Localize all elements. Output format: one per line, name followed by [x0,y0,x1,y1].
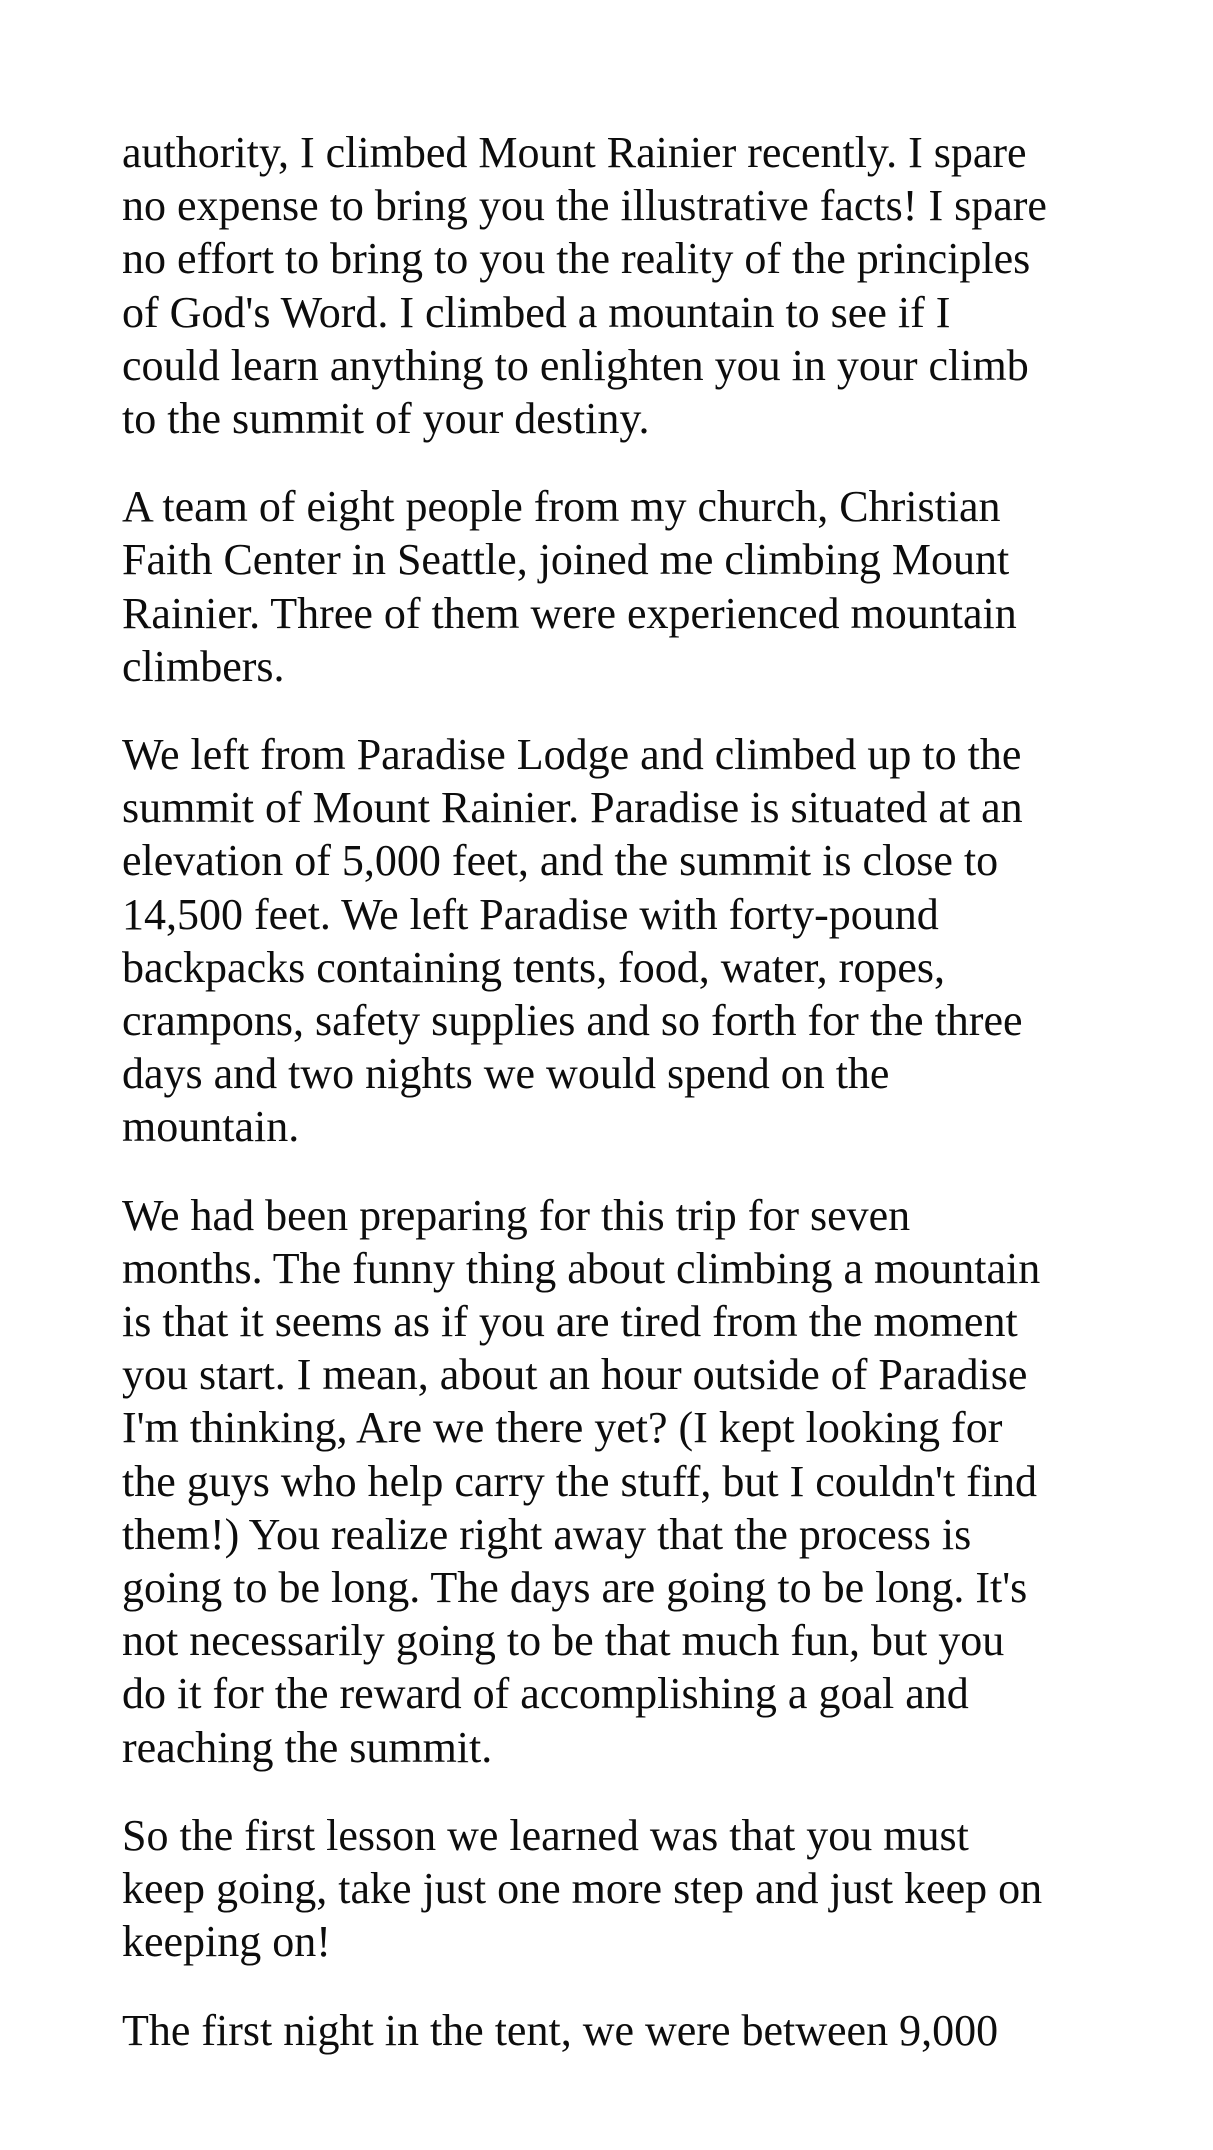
text-line: could learn anything to enlighten you in your climb [122,340,1029,390]
text-line: no expense to bring you the illustrative facts! I spare [122,181,1047,231]
text-line: of God's Word. I climbed a mountain to see if I [122,287,951,337]
text-line: backpacks containing tents, food, water, ropes, [122,942,945,992]
body-text [122,126,1122,2057]
text-line: elevation of 5,000 feet, and the summit is close to [122,836,999,886]
text-line: keeping on! [122,1917,331,1967]
text-line: is that it seems as if you are tired from the moment [122,1297,1018,1347]
text-line: The first night in the tent, we were between 9,000 [122,2005,999,2055]
text-line: authority, I climbed Mount Rainier recently. I spare [122,128,1027,177]
text-line: We left from Paradise Lodge and climbed up to the [122,730,1022,780]
text-line: do it for the reward of accomplishing a goal and [122,1669,969,1719]
paragraph-4 [122,1189,1122,1774]
text-line: reaching the summit. [122,1722,493,1772]
text-line: I'm thinking, Are we there yet? (I kept looking for [122,1403,1003,1453]
text-line: A team of eight people from my church, Christian [122,482,1001,532]
text-line: months. The funny thing about climbing a mountain [122,1243,1041,1293]
text-line: to the summit of your destiny. [122,394,650,444]
text-line: you start. I mean, about an hour outside of Paradise [122,1350,1028,1400]
text-line: days and two nights we would spend on the [122,1049,890,1099]
paragraph-1 [122,126,1122,445]
paragraph-3 [122,728,1122,1154]
text-line: going to be long. The days are going to be long. It's [122,1563,1028,1613]
paragraph-2 [122,480,1122,693]
text-line: 14,500 feet. We left Paradise with forty-pound [122,889,939,939]
text-line: So the first lesson we learned was that you must [122,1810,969,1860]
text-line: climbers. [122,641,285,691]
paragraph-5 [122,1809,1122,1969]
text-line: mountain. [122,1102,300,1152]
text-line: no effort to bring to you the reality of the principles [122,234,1031,284]
text-line: Rainier. Three of them were experienced mountain [122,588,1017,638]
text-line: summit of Mount Rainier. Paradise is situated at an [122,783,1023,833]
text-line: not necessarily going to be that much fun, but you [122,1616,1005,1666]
paragraph-6 [122,2004,1122,2057]
text-line: Faith Center in Seattle, joined me climbing Mount [122,535,1010,585]
text-line: keep going, take just one more step and just keep on [122,1864,1043,1914]
text-line: them!) You realize right away that the process is [122,1509,972,1559]
text-line: crampons, safety supplies and so forth for the three [122,996,1023,1046]
text-line: the guys who help carry the stuff, but I couldn't find [122,1456,1038,1506]
text-line: We had been preparing for this trip for seven [122,1190,911,1240]
